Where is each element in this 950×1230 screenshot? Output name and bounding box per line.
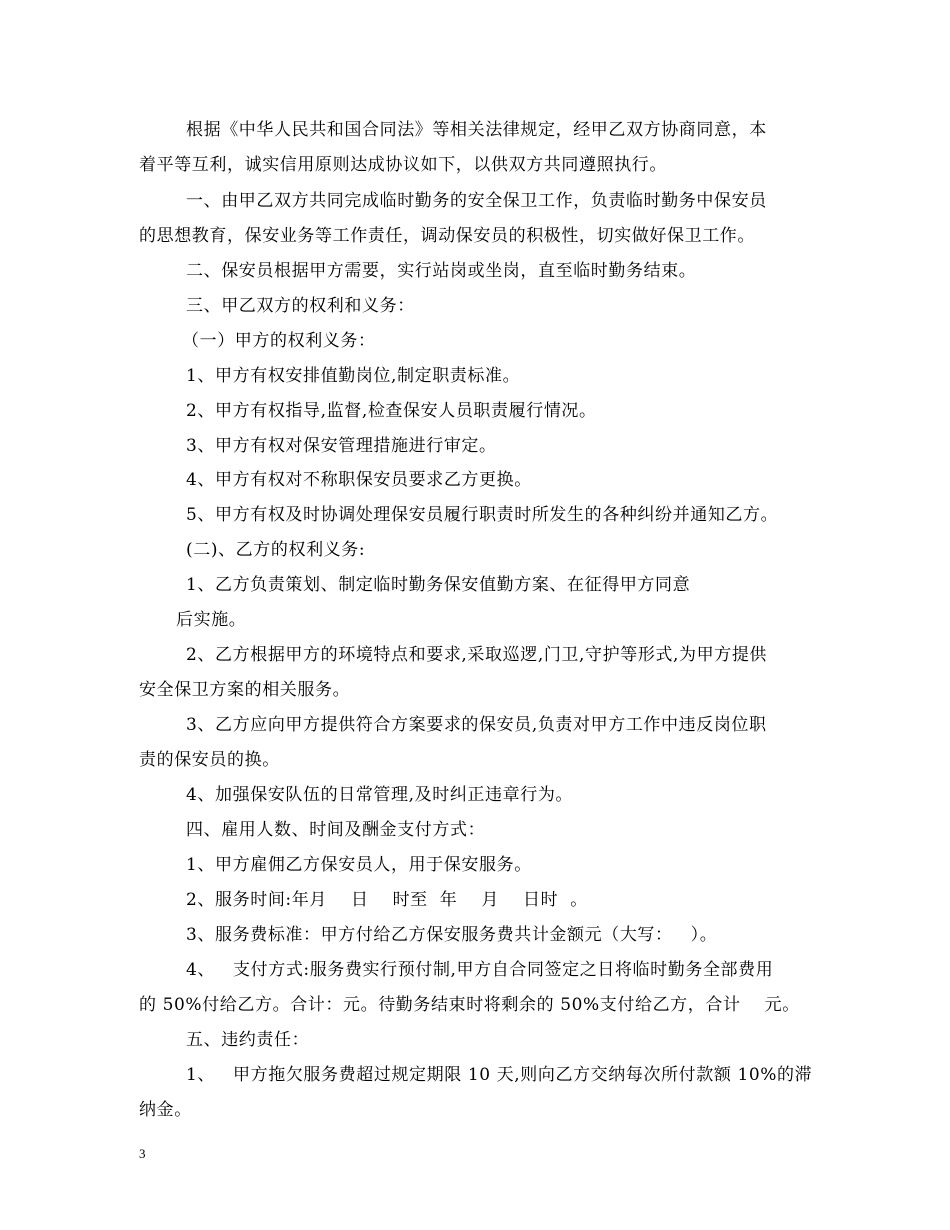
section-heading: 四、雇用人数、时间及酬金支付方式： (186, 820, 486, 840)
paragraph-line: 着平等互利，诚实信用原则达成协议如下，以供双方共同遵照执行。 (139, 155, 667, 175)
paragraph-line: 二、保安员根据甲方需要，实行站岗或坐岗，直至临时勤务结束。 (186, 261, 697, 281)
list-item: 2、服务时间:年月 日 时至 年 月 日时 。 (186, 890, 588, 910)
list-item: 4、加强保安队伍的日常管理,及时纠正违章行为。 (186, 785, 574, 805)
list-item: 1、甲方雇佣乙方保安员人，用于保安服务。 (186, 855, 532, 875)
paragraph-line: 安全保卫方案的相关服务。 (139, 680, 351, 700)
section-heading: 三、甲乙双方的权利和义务： (186, 296, 415, 316)
list-item: 4、 支付方式:服务费实行预付制,甲方自合同签定之日将临时勤务全部费用 (186, 960, 774, 980)
paragraph-line: 的思想教育，保安业务等工作责任，调动保安员的积极性，切实做好保卫工作。 (139, 226, 755, 246)
list-item: 1、甲方有权安排值勤岗位,制定职责标准。 (186, 366, 521, 386)
list-item: 3、乙方应向甲方提供符合方案要求的保安员,负责对甲方工作中违反岗位职 (186, 715, 767, 735)
list-item: 1、乙方负责策划、制定临时勤务保安值勤方案、在征得甲方同意 (186, 575, 691, 595)
section-heading: 五、违约责任： (186, 1030, 310, 1050)
list-item: 1、 甲方拖欠服务费超过规定期限 10 天,则向乙方交纳每次所付款额 10%的滞 (186, 1065, 813, 1085)
list-item: 2、甲方有权指导,监督,检查保安人员职责履行情况。 (186, 401, 597, 421)
list-item: 4、甲方有权对不称职保安员要求乙方更换。 (186, 470, 532, 490)
subsection-heading: (二)、乙方的权利义务: (186, 540, 366, 560)
list-item: 2、乙方根据甲方的环境特点和要求,采取巡逻,门卫,守护等形式,为甲方提供 (186, 645, 768, 665)
list-item: 3、服务费标准：甲方付给乙方保安服务费共计金额元（大写： ）。 (186, 925, 718, 945)
paragraph-line: 根据《中华人民共和国合同法》等相关法律规定，经甲乙双方协商同意，本 (186, 120, 767, 140)
list-item: 5、甲方有权及时协调处理保安员履行职责时所发生的各种纠纷并通知乙方。 (186, 505, 779, 525)
paragraph-line: 的 50%付给乙方。合计：元。待勤务结束时将剩余的 50%支付给乙方，合计 元。 (139, 995, 800, 1015)
paragraph-line: 纳金。 (139, 1100, 192, 1120)
list-item: 3、甲方有权对保安管理措施进行审定。 (186, 436, 497, 456)
page-number: 3 (139, 1146, 146, 1161)
paragraph-line: 责的保安员的换。 (139, 750, 280, 770)
subsection-heading: （一）甲方的权利义务： (182, 331, 376, 351)
paragraph-line: 后实施。 (176, 610, 247, 630)
paragraph-line: 一、由甲乙双方共同完成临时勤务的安全保卫工作，负责临时勤务中保安员 (186, 191, 767, 211)
